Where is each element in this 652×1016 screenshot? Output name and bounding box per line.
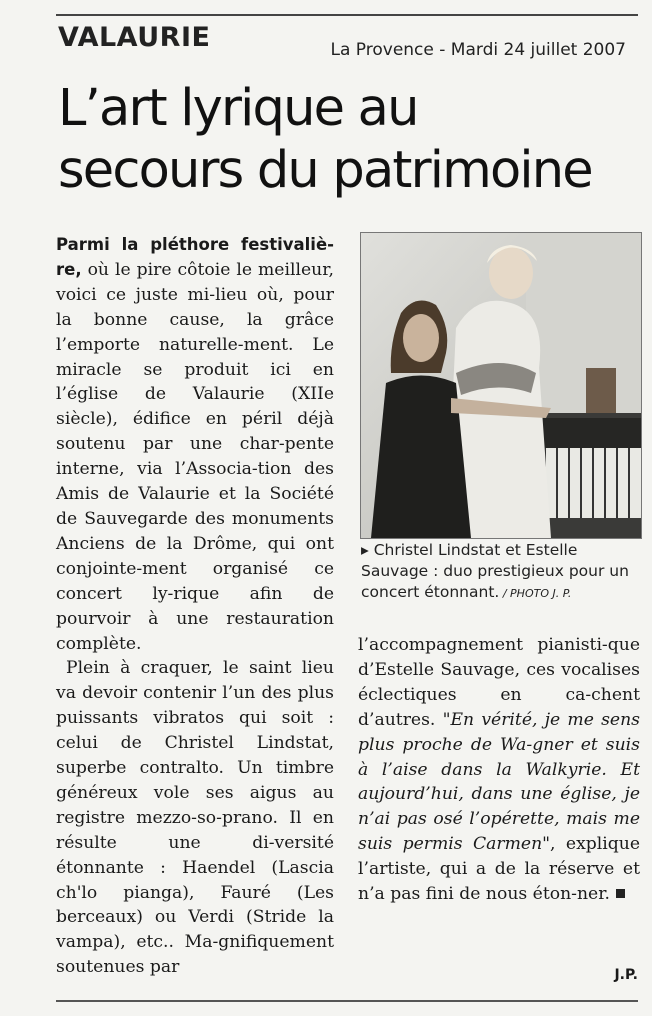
- photo-illustration: [361, 233, 641, 538]
- caption-text: ▸ Christel Lindstat et Estelle Sauvage : duo prestigieux pour un concert étonnant.: [361, 541, 629, 601]
- article-column-right: [358, 633, 640, 907]
- quote: "En vérité, je me sens plus proche de Wa-gner et suis à l’aise dans la Walkyrie. Et aujourd’hui, dans une église, je n’ai pas osé l’opérette, mais me suis permis Carmen: [358, 709, 640, 855]
- paragraph-1-text: où le pire côtoie le meilleur, voici ce juste mi-lieu où, pour la bonne cause, la grâce l’emporte naturelle-ment. Le miracle se produit ici en l’église de Valaurie (XIIe siècle), édifice en péril déjà soutenu par une char-pente interne, via l’Associa-tion des Amis de Valaurie et la Société de Sauvegarde des monuments Anciens de la Drôme, qui ont conjointe-ment organisé ce concert ly-rique afin de pourvoir à une restauration complète.: [56, 259, 334, 654]
- photo-caption: [361, 540, 643, 604]
- paragraph-3-text-a: l’accompagnement pianisti-que d’Estelle Sauvage, ces vocalises éclectiques en ca-chent d’autres.: [358, 635, 640, 730]
- lead-in: Parmi la pléthore festivaliè-re,: [56, 235, 334, 279]
- section-label: VALAURIE: [58, 22, 211, 53]
- bottom-rule: [56, 1000, 638, 1002]
- article-photo: [360, 232, 642, 539]
- paragraph-2: Plein à craquer, le saint lieu va devoir contenir l’un des plus puissants vibratos qui soit : celui de Christel Lindstat, superbe contralto. Un timbre généreux vole ses aigus au registre mezzo-so-prano. Il en résulte une di-versité étonnante : Haendel (Lascia ch'lo pianga), Fauré (Les berceaux) ou Verdi (Stride la vampa), etc.. Ma-gnifiquement soutenues par: [56, 658, 334, 978]
- dateline: La Provence - Mardi 24 juillet 2007: [330, 40, 626, 60]
- article-column-left: [56, 233, 334, 980]
- headline-line-1: L’art lyrique au: [58, 79, 418, 138]
- paragraph-3: [358, 633, 640, 907]
- headline: [58, 78, 648, 202]
- author-signature: J.P.: [614, 967, 638, 983]
- photo-credit: / PHOTO J. P.: [499, 587, 572, 600]
- paragraph-3-text-b: ", explique l’artiste, qui a de la réserve et n’a pas fini de nous éton-ner.: [358, 834, 640, 905]
- headline-line-2: secours du patrimoine: [58, 141, 592, 200]
- top-rule: [56, 14, 638, 16]
- end-mark-icon: [616, 889, 625, 898]
- paragraph-1: [56, 233, 334, 656]
